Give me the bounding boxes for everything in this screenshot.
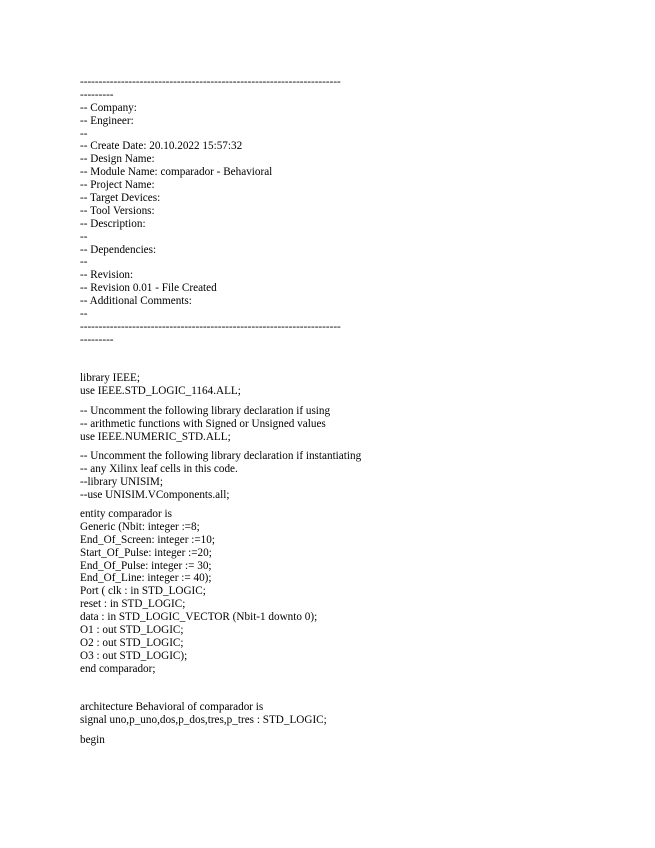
- port-line: O1 : out STD_LOGIC;: [80, 624, 184, 637]
- header-company: -- Company:: [80, 101, 137, 114]
- port-line: Port ( clk : in STD_LOGIC;: [80, 585, 206, 598]
- header-project-name: -- Project Name:: [80, 179, 155, 192]
- header-revision-001: -- Revision 0.01 - File Created: [80, 282, 217, 295]
- comment-unisim-line2: -- any Xilinx leaf cells in this code.: [80, 462, 238, 475]
- header-engineer: -- Engineer:: [80, 114, 134, 127]
- header-blank: --: [80, 308, 88, 321]
- header-design-name: -- Design Name:: [80, 153, 155, 166]
- header-rule-top: ----------------------------------------------------------------------: [80, 76, 341, 88]
- signal-declaration: signal uno,p_uno,dos,p_dos,tres,p_tres : STD_LOGIC;: [80, 714, 327, 727]
- use-std-logic: use IEEE.STD_LOGIC_1164.ALL;: [80, 385, 241, 398]
- comment-unisim-line1: -- Uncomment the following library declaration if instantiating: [80, 449, 362, 462]
- header-rule-bottom: ----------------------------------------------------------------------: [80, 320, 341, 333]
- generic-line: End_Of_Line: integer := 40);: [80, 572, 212, 585]
- comment-numeric-line1: -- Uncomment the following library declaration if using: [80, 404, 331, 417]
- library-unisim: --library UNISIM;: [80, 475, 163, 488]
- header-rule-bottom-wrap: ---------: [80, 333, 114, 346]
- header-rule-top-wrap: ---------: [80, 88, 114, 101]
- vhdl-source: [80, 76, 580, 747]
- header-module-name: -- Module Name: comparador - Behavioral: [80, 166, 273, 179]
- generic-line: End_Of_Pulse: integer := 30;: [80, 559, 212, 572]
- generic-line: Generic (Nbit: integer :=8;: [80, 520, 200, 533]
- header-tool-versions: -- Tool Versions:: [80, 204, 155, 217]
- header-revision: -- Revision:: [80, 269, 134, 282]
- use-numeric-std: use IEEE.NUMERIC_STD.ALL;: [80, 430, 231, 443]
- header-blank: --: [80, 230, 88, 243]
- port-line: data : in STD_LOGIC_VECTOR (Nbit-1 downto 0);: [80, 611, 318, 624]
- entity-end: end comparador;: [80, 662, 156, 675]
- header-blank: --: [80, 256, 88, 269]
- header-target-devices: -- Target Devices:: [80, 192, 161, 205]
- architecture-header: architecture Behavioral of comparador is: [80, 701, 264, 714]
- comment-numeric-line2: -- arithmetic functions with Signed or Unsigned values: [80, 417, 326, 430]
- header-description: -- Description:: [80, 217, 146, 230]
- header-create-date: -- Create Date: 20.10.2022 15:57:32: [80, 140, 243, 153]
- use-unisim: --use UNISIM.VComponents.all;: [80, 488, 230, 501]
- entity-header: entity comparador is: [80, 508, 172, 520]
- generic-line: Start_Of_Pulse: integer :=20;: [80, 546, 212, 559]
- header-additional-comments: -- Additional Comments:: [80, 295, 192, 308]
- port-line: reset : in STD_LOGIC;: [80, 598, 186, 611]
- port-line: O2 : out STD_LOGIC;: [80, 636, 184, 649]
- library-ieee: library IEEE;: [80, 372, 140, 385]
- port-line: O3 : out STD_LOGIC);: [80, 649, 188, 662]
- header-dependencies: -- Dependencies:: [80, 243, 157, 256]
- header-blank: --: [80, 127, 88, 140]
- generic-line: End_Of_Screen: integer :=10;: [80, 533, 215, 546]
- architecture-begin: begin: [80, 733, 105, 746]
